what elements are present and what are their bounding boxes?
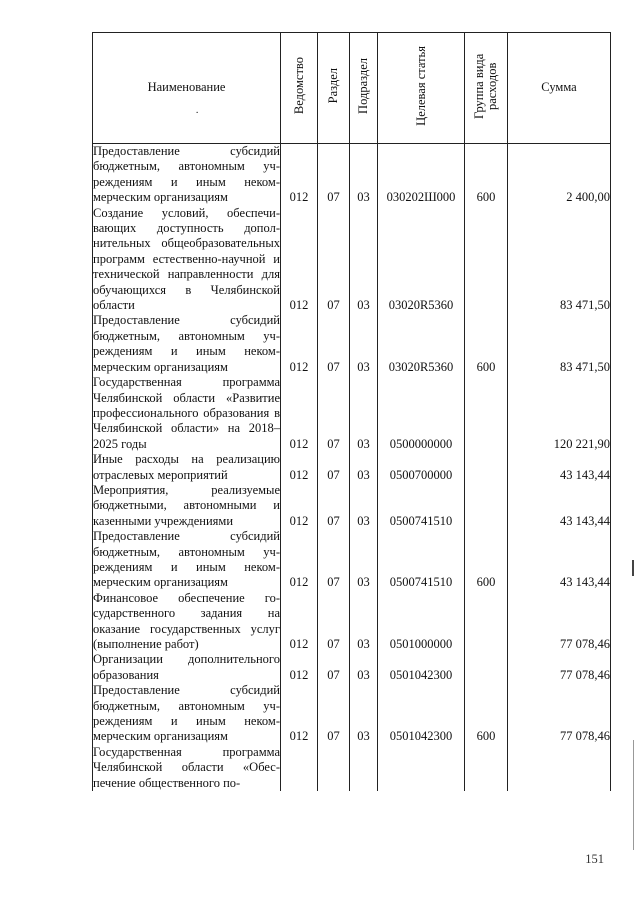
cell-dept: 012 (281, 683, 318, 745)
cell-section: 07 (318, 375, 350, 452)
header-section (318, 33, 350, 144)
cell-sum: 83 471,50 (508, 206, 611, 314)
cell-subsection: 03 (350, 313, 378, 375)
cell-group (465, 452, 508, 483)
cell-subsection: 03 (350, 483, 378, 529)
header-sum (508, 33, 611, 144)
cell-sum: 120 221,90 (508, 375, 611, 452)
header-target (378, 33, 465, 144)
cell-target: 03020R5360 (378, 313, 465, 375)
cell-name: Предоставление субсидий бюджетным, автономным учреждениям и иным некоммерческим организациям (93, 313, 280, 374)
table-row (93, 529, 611, 591)
cell-subsection: 03 (350, 206, 378, 314)
cell-target: 030202Ш000 (378, 144, 465, 206)
cell-sum: 43 143,44 (508, 529, 611, 591)
scan-edge-mark (633, 740, 634, 850)
header-group (465, 33, 508, 144)
page-number: 151 (585, 852, 604, 866)
header-target-label: Целевая статья (413, 45, 428, 126)
cell-target (378, 745, 465, 791)
cell-subsection: 03 (350, 591, 378, 653)
cell-name: Предоставление субсидий бюджетным, автономным учреждениям и иным некоммерческим организациям (93, 683, 280, 744)
cell-group (465, 483, 508, 529)
cell-group: 600 (465, 683, 508, 745)
cell-section: 07 (318, 591, 350, 653)
cell-section: 07 (318, 452, 350, 483)
header-name-label: Наименование (147, 80, 226, 95)
cell-sum (508, 745, 611, 791)
cell-target: 0500000000 (378, 375, 465, 452)
header-name (93, 33, 281, 144)
cell-section: 07 (318, 144, 350, 206)
cell-group (465, 206, 508, 314)
cell-name: Предоставление субсидий бюджетным, автономным учреждениям и иным некоммерческим организациям (93, 529, 280, 590)
cell-sum: 2 400,00 (508, 144, 611, 206)
cell-target: 0501042300 (378, 683, 465, 745)
header-sum-label: Сумма (541, 80, 577, 95)
cell-group (465, 745, 508, 791)
cell-name: Иные расходы на реализацию отраслевых мероприятий (93, 452, 280, 482)
cell-section: 07 (318, 529, 350, 591)
header-dot: . (195, 105, 199, 116)
cell-dept: 012 (281, 483, 318, 529)
cell-dept: 012 (281, 206, 318, 314)
header-dept (281, 33, 318, 144)
cell-target: 0501000000 (378, 591, 465, 653)
cell-name: Государственная программа Челябинской области «Развитие профессионального образования в Челябинской области» на 2018–2025 годы (93, 375, 280, 451)
cell-sum: 77 078,46 (508, 683, 611, 745)
cell-dept: 012 (281, 313, 318, 375)
cell-dept: 012 (281, 591, 318, 653)
cell-name: Организации дополнительного образования (93, 652, 280, 682)
table-row (93, 652, 611, 683)
cell-group: 600 (465, 313, 508, 375)
cell-group (465, 375, 508, 452)
header-dept-label: Ведомство (291, 57, 306, 115)
cell-target: 0500741510 (378, 483, 465, 529)
budget-table (92, 32, 611, 791)
cell-target: 0500700000 (378, 452, 465, 483)
cell-dept: 012 (281, 375, 318, 452)
cell-target: 0501042300 (378, 652, 465, 683)
table-row (93, 483, 611, 529)
cell-subsection: 03 (350, 652, 378, 683)
cell-target: 03020R5360 (378, 206, 465, 314)
cell-section: 07 (318, 683, 350, 745)
cell-sum: 77 078,46 (508, 591, 611, 653)
table-row (93, 683, 611, 745)
cell-subsection: 03 (350, 683, 378, 745)
cell-group: 600 (465, 529, 508, 591)
table-row (93, 375, 611, 452)
cell-subsection: 03 (350, 144, 378, 206)
cell-subsection (350, 745, 378, 791)
table-body (93, 144, 611, 792)
table-row (93, 313, 611, 375)
cell-section (318, 745, 350, 791)
table-row (93, 452, 611, 483)
cell-dept: 012 (281, 652, 318, 683)
cell-subsection: 03 (350, 529, 378, 591)
scan-edge-mark (632, 560, 634, 576)
cell-group: 600 (465, 144, 508, 206)
cell-sum: 43 143,44 (508, 483, 611, 529)
cell-dept: 012 (281, 144, 318, 206)
cell-dept: 012 (281, 529, 318, 591)
cell-name: Предоставление субсидий бюджетным, автономным учреждениям и иным некоммерческим организациям (93, 144, 280, 205)
cell-target: 0500741510 (378, 529, 465, 591)
table-row (93, 144, 611, 206)
cell-group (465, 591, 508, 653)
cell-group (465, 652, 508, 683)
table-row (93, 591, 611, 653)
header-subsection-label: Подраздел (356, 57, 370, 114)
cell-sum: 43 143,44 (508, 452, 611, 483)
cell-name: Финансовое обеспечение государственного задания на оказание государственных услуг (выполнение работ) (93, 590, 280, 651)
cell-subsection: 03 (350, 375, 378, 452)
cell-section: 07 (318, 206, 350, 314)
cell-dept (281, 745, 318, 791)
table-row (93, 745, 611, 791)
cell-name: Государственная программа Челябинской области «Обеспечение общественного по- (93, 744, 280, 790)
cell-name: Создание условий, обеспечивающих доступность дополнительных общеобразовательных программ естественно-научной и технической направленности для обучающихся в Челябинской области (93, 205, 280, 313)
header-section-label: Раздел (326, 68, 340, 104)
header-subsection (350, 33, 378, 144)
table-header-row (93, 33, 611, 144)
cell-name: Мероприятия, реализуемые бюджетными, автономными и казенными учреждениями (93, 482, 280, 528)
cell-sum: 77 078,46 (508, 652, 611, 683)
cell-subsection: 03 (350, 452, 378, 483)
header-group-label: Группа вида расходов (472, 53, 499, 119)
table-row (93, 206, 611, 314)
cell-dept: 012 (281, 452, 318, 483)
cell-section: 07 (318, 652, 350, 683)
cell-section: 07 (318, 483, 350, 529)
cell-sum: 83 471,50 (508, 313, 611, 375)
cell-section: 07 (318, 313, 350, 375)
